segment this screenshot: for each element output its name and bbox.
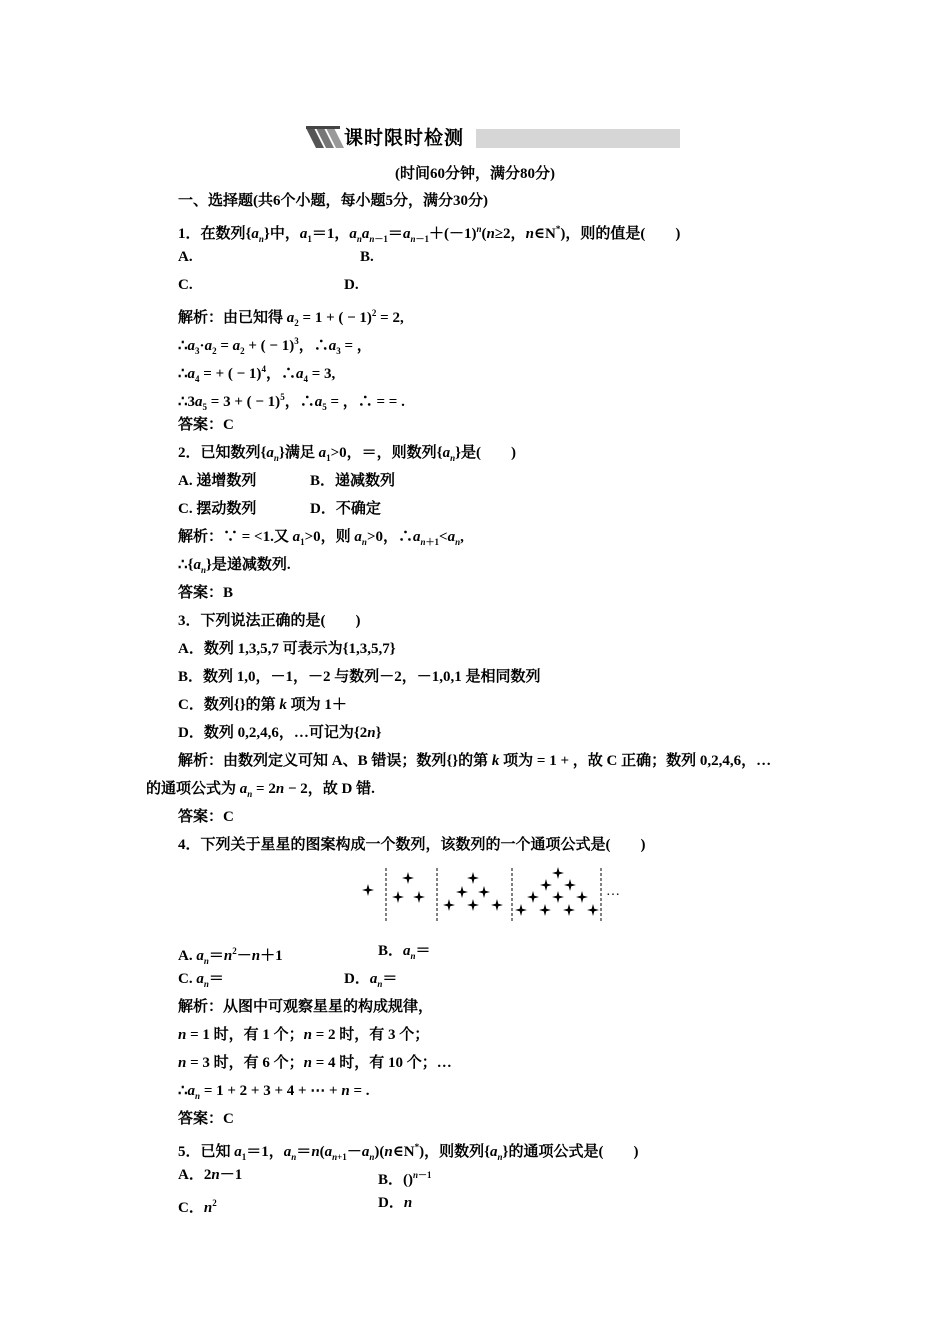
q3-solution-2: 的通项公式为 $a_n = 2n - 2$，故 D 错. [146,781,375,799]
star-icon [467,899,479,911]
banner-stripes-icon [306,126,346,150]
q4-solution-4: $\therefore a_n = 1 + 2 + 3 + 4$ + ⋯ + n = . [178,1083,370,1101]
star-icon [576,891,588,903]
section-banner [306,126,680,150]
q4-options-cd [178,969,398,994]
q3-stem: 3．下列说法正确的是( ) [178,613,361,629]
star-icon [552,891,564,903]
star-icon [491,899,503,911]
star-pattern-ellipsis: … [606,884,620,899]
q1-option-a[interactable]: A. [178,249,193,265]
q4-option-c[interactable]: C. $a_n=$ [178,971,224,989]
q5-options-ab [178,1165,432,1188]
star-icon [362,884,374,896]
q4-option-d[interactable]: D．$a_n=$ [344,971,398,989]
star-icon [552,867,564,879]
q1-option-b[interactable]: B. [360,249,374,265]
q4-option-a[interactable]: A. $a_n=n^2-n+1$ [178,946,283,966]
section-heading: 一、选择题(共6个小题，每小题5分，满分30分) [178,193,488,209]
banner-bar [476,129,680,148]
star-icon [515,904,527,916]
q4-option-b[interactable]: B．$a_n=$ [378,943,431,961]
q2-answer: 答案：B [178,585,234,601]
q1-option-c[interactable]: C. [178,277,193,293]
banner-title: 课时限时检测 [344,127,465,149]
star-icon [564,879,576,891]
q2-options-ab [178,471,396,491]
star-icon [456,886,468,898]
time-score-note: (时间60分钟，满分80分) [395,166,555,182]
star-icon [478,886,490,898]
star-icon [443,899,455,911]
q1-solution-4: $\therefore 3a_5 = 3$ + ( − 1)$^5$，$\therefore a_5$ = ，∴ = = . [178,392,405,412]
q5-option-b[interactable]: B．()$^{n-1}$ [378,1170,432,1188]
q4-solution-2: n = 1 时，有 1 个；n = 2 时，有 3 个； [178,1027,430,1043]
q3-answer: 答案：C [178,809,234,825]
q4-stem: 4．下列关于星星的图案构成一个数列，该数列的一个通项公式是( ) [178,837,646,853]
q3-option-c[interactable]: C．数列{}的第 k 项为 1＋ [178,697,347,713]
q2-options-cd [178,499,381,519]
q2-solution-1: 解析：∵ = <1.又 $a_1>0$，则 $a_n>0$，$\therefore a_{n+1}<a_n$, [178,529,464,547]
q3-option-b[interactable]: B．数列 1,0，－1，－2 与数列－2，－1,0,1 是相同数列 [178,669,541,685]
star-icon [563,904,575,916]
q2-solution-2: $\therefore\{a_n\}$是递减数列. [178,557,291,575]
star-icon [587,904,599,916]
star-icon [540,879,552,891]
q3-solution-1: 解析：由数列定义可知 A、B 错误；数列{}的第 k 项为 = 1 + ，故 C 正确；数列 0,2,4,6，… [178,753,772,769]
q1-stem: 1．在数列$\{a_n\}$中，$a_1=1$，$a_na_{n-1}=a_{n-1}+(-1)^n(n\ge 2$，n∈N*)，则的值是( ) [178,224,681,244]
q4-answer: 答案：C [178,1111,234,1127]
q2-option-d[interactable]: D．不确定 [310,501,381,517]
q5-option-a[interactable]: A．2n－1 [178,1167,243,1183]
q5-option-c[interactable]: C．$n^2$ [178,1198,217,1216]
q4-options-ab [178,941,431,971]
q2-option-a[interactable]: A. 递增数列 [178,473,257,489]
q2-option-c[interactable]: C. 摆动数列 [178,501,257,517]
q1-options-ab [178,247,374,267]
q4-solution-1: 解析：从图中可观察星星的构成规律， [178,999,434,1015]
q2-stem: 2．已知数列$\{a_n\}$满足 $a_1>0$，＝，则数列$\{a_n\}$是( ) [178,445,516,463]
q1-solution-3: $\therefore a_4$ = + ( − 1)$^4$，$\therefore a_4 = 3$, [178,364,336,384]
q5-options-cd [178,1193,413,1218]
star-icon [539,904,551,916]
star-icon [527,891,539,903]
q1-solution-2: $\therefore a_3\cdot a_2 = a_2$ + ( − 1)$^3$，$\therefore a_3$ = ， [178,336,372,356]
q4-solution-3: n = 3 时，有 6 个；n = 4 时，有 10 个；… [178,1055,452,1071]
q5-stem: 5．已知 $a_1=1$，$a_n=n(a_{n+1}-a_n)(n\in N^*)$，则数列$\{a_n\}$的通项公式是( ) [178,1142,639,1162]
q1-solution-1: 解析：由已知得 $a_2 = 1$ + ( − 1)$^2$ = 2, [178,308,404,328]
q1-answer: 答案：C [178,417,234,433]
star-icon [402,872,414,884]
q2-option-b[interactable]: B．递减数列 [310,473,396,489]
star-pattern-figure [355,865,635,925]
q1-options-cd [178,275,359,295]
star-icon [467,872,479,884]
q3-option-d[interactable]: D．数列 0,2,4,6，…可记为{2n} [178,725,382,741]
q3-option-a[interactable]: A．数列 1,3,5,7 可表示为{1,3,5,7} [178,641,396,657]
star-icon [413,891,425,903]
q5-option-d[interactable]: D．n [378,1195,413,1211]
q1-option-d[interactable]: D. [344,277,359,293]
star-icon [392,891,404,903]
